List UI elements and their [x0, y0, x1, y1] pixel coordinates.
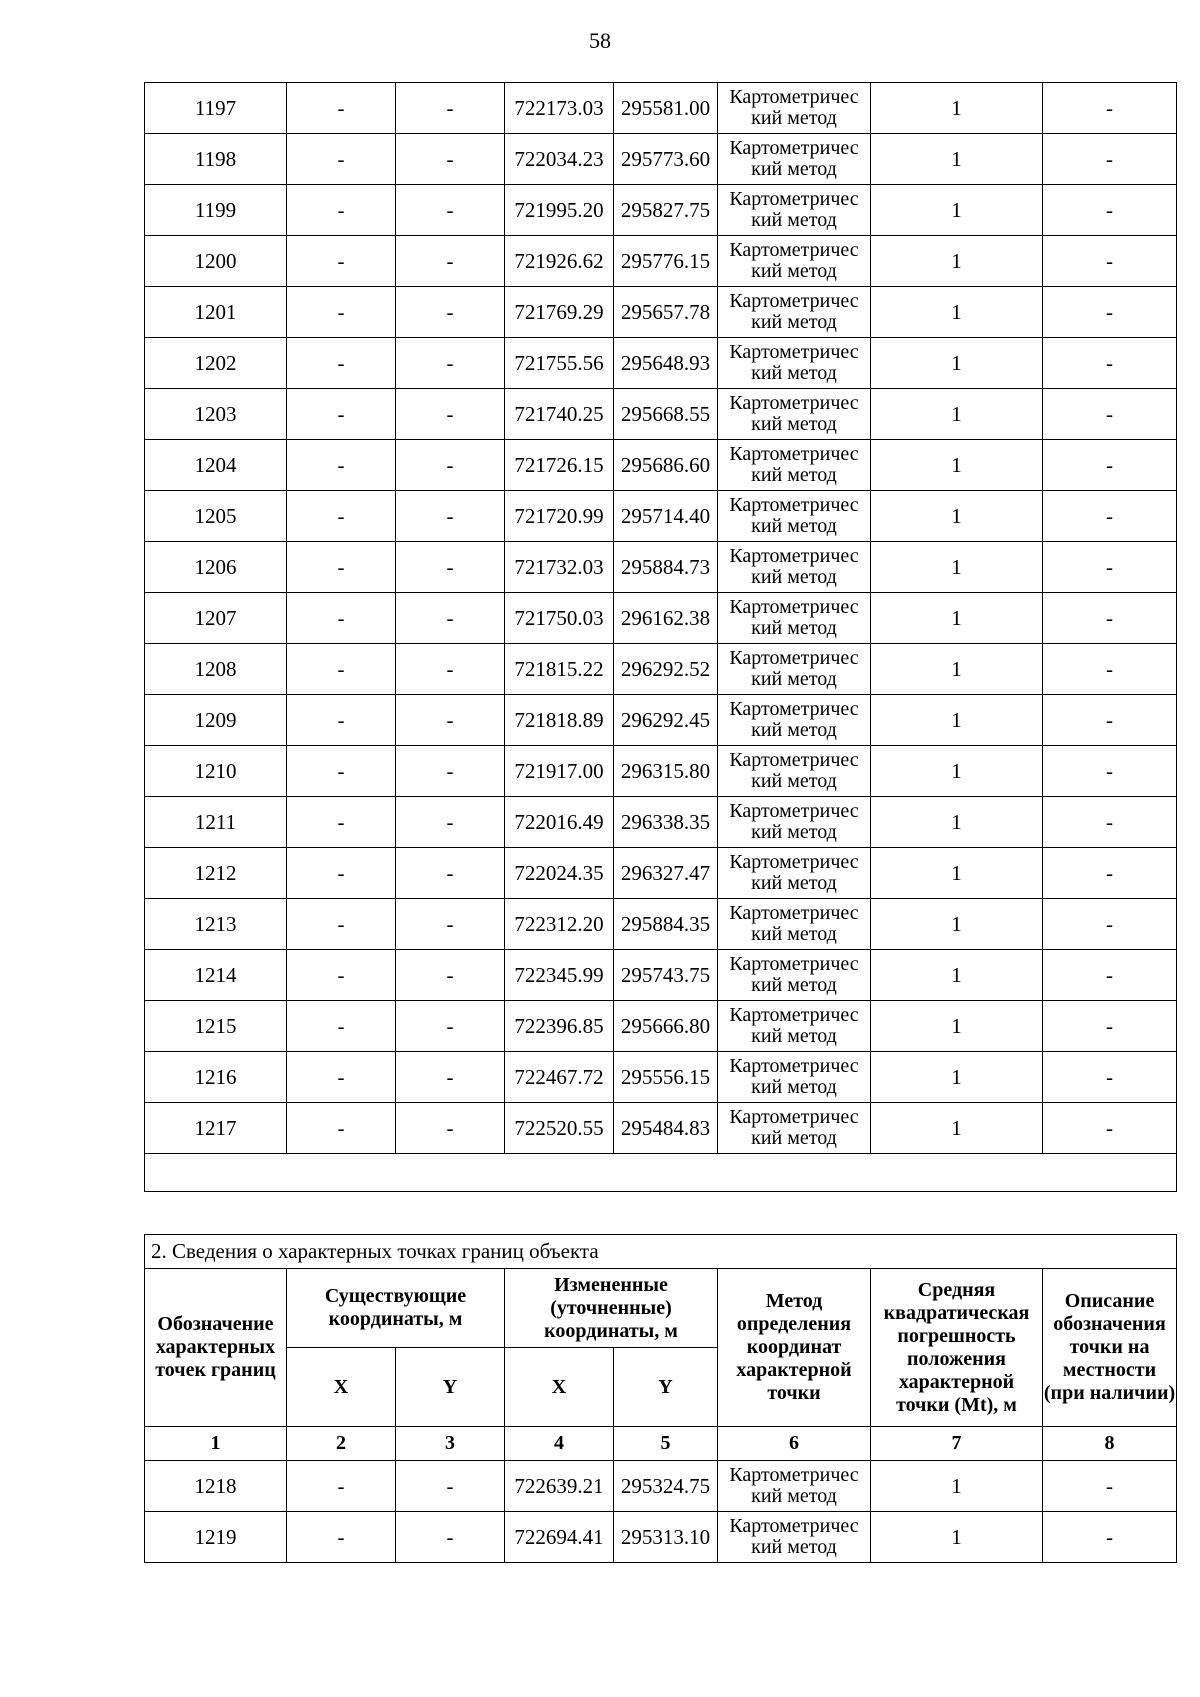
column-number: 4	[505, 1427, 614, 1461]
description-cell: -	[1043, 797, 1177, 848]
table-row	[145, 134, 1177, 185]
point-id-cell: 1197	[145, 83, 287, 134]
changed-y-cell: 295686.60	[614, 440, 718, 491]
header-method: Метод определения координат характерной точки	[718, 1269, 871, 1427]
existing-y-cell: -	[396, 797, 505, 848]
method-cell: Картометричес кий метод	[718, 1103, 871, 1154]
error-cell: 1	[871, 950, 1043, 1001]
existing-x-cell: -	[287, 440, 396, 491]
method-cell: Картометричес кий метод	[718, 236, 871, 287]
method-cell: Картометричес кий метод	[718, 389, 871, 440]
description-cell: -	[1043, 389, 1177, 440]
table-row	[145, 1103, 1177, 1154]
table-row	[145, 593, 1177, 644]
table-row	[145, 746, 1177, 797]
existing-y-cell: -	[396, 695, 505, 746]
changed-x-cell: 722173.03	[505, 83, 614, 134]
boundary-points-table	[144, 1234, 1177, 1563]
error-cell: 1	[871, 134, 1043, 185]
existing-x-cell: -	[287, 644, 396, 695]
table-row	[145, 542, 1177, 593]
page-number: 58	[589, 28, 611, 53]
column-number: 8	[1043, 1427, 1177, 1461]
existing-x-cell: -	[287, 797, 396, 848]
existing-y-cell: -	[396, 83, 505, 134]
changed-y-cell: 296338.35	[614, 797, 718, 848]
error-cell: 1	[871, 1052, 1043, 1103]
changed-y-cell: 295657.78	[614, 287, 718, 338]
header-designation: Обозначение характерных точек границ	[145, 1269, 287, 1427]
column-number: 7	[871, 1427, 1043, 1461]
error-cell: 1	[871, 848, 1043, 899]
changed-x-cell: 722016.49	[505, 797, 614, 848]
changed-x-cell: 722312.20	[505, 899, 614, 950]
point-id-cell: 1218	[145, 1461, 287, 1512]
changed-x-cell: 721926.62	[505, 236, 614, 287]
table-row	[145, 338, 1177, 389]
error-cell: 1	[871, 1461, 1043, 1512]
changed-x-cell: 721755.56	[505, 338, 614, 389]
existing-y-cell: -	[396, 287, 505, 338]
changed-x-cell: 721750.03	[505, 593, 614, 644]
error-cell: 1	[871, 236, 1043, 287]
changed-y-cell: 295666.80	[614, 1001, 718, 1052]
changed-y-cell: 295776.15	[614, 236, 718, 287]
existing-y-cell: -	[396, 950, 505, 1001]
existing-x-cell: -	[287, 389, 396, 440]
changed-y-cell: 295668.55	[614, 389, 718, 440]
method-cell: Картометричес кий метод	[718, 746, 871, 797]
table-row	[145, 83, 1177, 134]
existing-x-cell: -	[287, 1001, 396, 1052]
point-id-cell: 1202	[145, 338, 287, 389]
description-cell: -	[1043, 950, 1177, 1001]
existing-y-cell: -	[396, 644, 505, 695]
changed-y-cell: 296327.47	[614, 848, 718, 899]
existing-y-cell: -	[396, 593, 505, 644]
changed-y-cell: 296162.38	[614, 593, 718, 644]
changed-x-cell: 721917.00	[505, 746, 614, 797]
description-cell: -	[1043, 1103, 1177, 1154]
method-cell: Картометричес кий метод	[718, 848, 871, 899]
changed-x-cell: 722520.55	[505, 1103, 614, 1154]
existing-x-cell: -	[287, 134, 396, 185]
error-cell: 1	[871, 644, 1043, 695]
point-id-cell: 1210	[145, 746, 287, 797]
error-cell: 1	[871, 1512, 1043, 1563]
existing-y-cell: -	[396, 389, 505, 440]
method-cell: Картометричес кий метод	[718, 1461, 871, 1512]
point-id-cell: 1214	[145, 950, 287, 1001]
description-cell: -	[1043, 287, 1177, 338]
table-row	[145, 1461, 1177, 1512]
header-existing-y: Y	[396, 1348, 505, 1427]
existing-y-cell: -	[396, 1052, 505, 1103]
existing-x-cell: -	[287, 1052, 396, 1103]
method-cell: Картометричес кий метод	[718, 1052, 871, 1103]
changed-x-cell: 721740.25	[505, 389, 614, 440]
changed-x-cell: 721732.03	[505, 542, 614, 593]
header-changed-x: X	[505, 1348, 614, 1427]
method-cell: Картометричес кий метод	[718, 491, 871, 542]
error-cell: 1	[871, 491, 1043, 542]
point-id-cell: 1203	[145, 389, 287, 440]
point-id-cell: 1211	[145, 797, 287, 848]
table-row	[145, 1001, 1177, 1052]
error-cell: 1	[871, 440, 1043, 491]
error-cell: 1	[871, 185, 1043, 236]
description-cell: -	[1043, 899, 1177, 950]
header-changed-y: Y	[614, 1348, 718, 1427]
table-row	[145, 491, 1177, 542]
existing-x-cell: -	[287, 1461, 396, 1512]
changed-x-cell: 721995.20	[505, 185, 614, 236]
existing-y-cell: -	[396, 746, 505, 797]
table-row	[145, 185, 1177, 236]
method-cell: Картометричес кий метод	[718, 134, 871, 185]
existing-y-cell: -	[396, 236, 505, 287]
point-id-cell: 1207	[145, 593, 287, 644]
method-cell: Картометричес кий метод	[718, 797, 871, 848]
existing-y-cell: -	[396, 134, 505, 185]
existing-y-cell: -	[396, 1512, 505, 1563]
description-cell: -	[1043, 1052, 1177, 1103]
changed-y-cell: 295827.75	[614, 185, 718, 236]
changed-y-cell: 295324.75	[614, 1461, 718, 1512]
error-cell: 1	[871, 695, 1043, 746]
existing-x-cell: -	[287, 542, 396, 593]
error-cell: 1	[871, 338, 1043, 389]
header-description: Описание обозначения точки на местности (при наличии)	[1043, 1269, 1177, 1427]
method-cell: Картометричес кий метод	[718, 1512, 871, 1563]
method-cell: Картометричес кий метод	[718, 542, 871, 593]
changed-x-cell: 721726.15	[505, 440, 614, 491]
description-cell: -	[1043, 440, 1177, 491]
changed-y-cell: 295743.75	[614, 950, 718, 1001]
description-cell: -	[1043, 848, 1177, 899]
changed-y-cell: 295714.40	[614, 491, 718, 542]
existing-x-cell: -	[287, 338, 396, 389]
error-cell: 1	[871, 83, 1043, 134]
existing-x-cell: -	[287, 236, 396, 287]
changed-x-cell: 722396.85	[505, 1001, 614, 1052]
changed-x-cell: 721818.89	[505, 695, 614, 746]
existing-y-cell: -	[396, 848, 505, 899]
table-row	[145, 695, 1177, 746]
column-number: 1	[145, 1427, 287, 1461]
existing-x-cell: -	[287, 746, 396, 797]
table-row	[145, 644, 1177, 695]
method-cell: Картометричес кий метод	[718, 185, 871, 236]
existing-x-cell: -	[287, 950, 396, 1001]
error-cell: 1	[871, 797, 1043, 848]
description-cell: -	[1043, 1001, 1177, 1052]
table-row	[145, 899, 1177, 950]
point-id-cell: 1216	[145, 1052, 287, 1103]
empty-cell	[145, 1154, 1177, 1192]
existing-x-cell: -	[287, 848, 396, 899]
point-id-cell: 1213	[145, 899, 287, 950]
empty-row	[145, 1154, 1177, 1192]
point-id-cell: 1201	[145, 287, 287, 338]
error-cell: 1	[871, 389, 1043, 440]
point-id-cell: 1198	[145, 134, 287, 185]
changed-x-cell: 721815.22	[505, 644, 614, 695]
existing-x-cell: -	[287, 287, 396, 338]
description-cell: -	[1043, 644, 1177, 695]
method-cell: Картометричес кий метод	[718, 950, 871, 1001]
existing-y-cell: -	[396, 491, 505, 542]
column-number: 6	[718, 1427, 871, 1461]
changed-y-cell: 295884.35	[614, 899, 718, 950]
existing-y-cell: -	[396, 1001, 505, 1052]
existing-x-cell: -	[287, 899, 396, 950]
existing-y-cell: -	[396, 899, 505, 950]
existing-x-cell: -	[287, 593, 396, 644]
changed-y-cell: 295884.73	[614, 542, 718, 593]
existing-y-cell: -	[396, 338, 505, 389]
method-cell: Картометричес кий метод	[718, 1001, 871, 1052]
changed-x-cell: 722694.41	[505, 1512, 614, 1563]
column-number: 3	[396, 1427, 505, 1461]
description-cell: -	[1043, 1512, 1177, 1563]
table-row	[145, 236, 1177, 287]
error-cell: 1	[871, 1103, 1043, 1154]
changed-y-cell: 295773.60	[614, 134, 718, 185]
existing-x-cell: -	[287, 185, 396, 236]
existing-x-cell: -	[287, 695, 396, 746]
point-id-cell: 1205	[145, 491, 287, 542]
description-cell: -	[1043, 746, 1177, 797]
header-changed-coords: Измененные (уточненные) координаты, м	[505, 1269, 718, 1348]
description-cell: -	[1043, 83, 1177, 134]
point-id-cell: 1206	[145, 542, 287, 593]
changed-x-cell: 722467.72	[505, 1052, 614, 1103]
description-cell: -	[1043, 134, 1177, 185]
method-cell: Картометричес кий метод	[718, 899, 871, 950]
method-cell: Картометричес кий метод	[718, 695, 871, 746]
error-cell: 1	[871, 593, 1043, 644]
method-cell: Картометричес кий метод	[718, 440, 871, 491]
point-id-cell: 1215	[145, 1001, 287, 1052]
header-existing-coords: Существующие координаты, м	[287, 1269, 505, 1348]
existing-y-cell: -	[396, 185, 505, 236]
error-cell: 1	[871, 542, 1043, 593]
point-id-cell: 1204	[145, 440, 287, 491]
description-cell: -	[1043, 542, 1177, 593]
column-number: 2	[287, 1427, 396, 1461]
description-cell: -	[1043, 695, 1177, 746]
table-row	[145, 950, 1177, 1001]
description-cell: -	[1043, 185, 1177, 236]
error-cell: 1	[871, 1001, 1043, 1052]
error-cell: 1	[871, 746, 1043, 797]
method-cell: Картометричес кий метод	[718, 83, 871, 134]
changed-x-cell: 722024.35	[505, 848, 614, 899]
table-row	[145, 1052, 1177, 1103]
existing-x-cell: -	[287, 1103, 396, 1154]
changed-y-cell: 295484.83	[614, 1103, 718, 1154]
method-cell: Картометричес кий метод	[718, 644, 871, 695]
error-cell: 1	[871, 287, 1043, 338]
table-row	[145, 389, 1177, 440]
header-error: Средняя квадратическая погрешность положения характерной точки (Mt), м	[871, 1269, 1043, 1427]
existing-y-cell: -	[396, 542, 505, 593]
method-cell: Картометричес кий метод	[718, 338, 871, 389]
changed-y-cell: 295556.15	[614, 1052, 718, 1103]
header-existing-x: X	[287, 1348, 396, 1427]
table-row	[145, 848, 1177, 899]
description-cell: -	[1043, 338, 1177, 389]
method-cell: Картометричес кий метод	[718, 593, 871, 644]
table-row	[145, 440, 1177, 491]
existing-x-cell: -	[287, 491, 396, 542]
existing-x-cell: -	[287, 83, 396, 134]
table-row	[145, 797, 1177, 848]
changed-x-cell: 722345.99	[505, 950, 614, 1001]
error-cell: 1	[871, 899, 1043, 950]
description-cell: -	[1043, 236, 1177, 287]
description-cell: -	[1043, 491, 1177, 542]
point-id-cell: 1212	[145, 848, 287, 899]
changed-y-cell: 295313.10	[614, 1512, 718, 1563]
changed-x-cell: 722034.23	[505, 134, 614, 185]
point-id-cell: 1219	[145, 1512, 287, 1563]
changed-x-cell: 722639.21	[505, 1461, 614, 1512]
changed-y-cell: 295581.00	[614, 83, 718, 134]
point-id-cell: 1208	[145, 644, 287, 695]
point-id-cell: 1209	[145, 695, 287, 746]
changed-x-cell: 721720.99	[505, 491, 614, 542]
existing-y-cell: -	[396, 440, 505, 491]
existing-y-cell: -	[396, 1461, 505, 1512]
point-id-cell: 1217	[145, 1103, 287, 1154]
changed-y-cell: 296292.52	[614, 644, 718, 695]
point-id-cell: 1199	[145, 185, 287, 236]
existing-y-cell: -	[396, 1103, 505, 1154]
changed-y-cell: 295648.93	[614, 338, 718, 389]
point-id-cell: 1200	[145, 236, 287, 287]
table-row	[145, 1512, 1177, 1563]
changed-y-cell: 296292.45	[614, 695, 718, 746]
boundary-points-table-continued	[144, 82, 1177, 1192]
description-cell: -	[1043, 1461, 1177, 1512]
changed-x-cell: 721769.29	[505, 287, 614, 338]
changed-y-cell: 296315.80	[614, 746, 718, 797]
table-row	[145, 287, 1177, 338]
method-cell: Картометричес кий метод	[718, 287, 871, 338]
existing-x-cell: -	[287, 1512, 396, 1563]
column-number: 5	[614, 1427, 718, 1461]
table-caption: 2. Сведения о характерных точках границ объекта	[145, 1235, 1177, 1269]
description-cell: -	[1043, 593, 1177, 644]
